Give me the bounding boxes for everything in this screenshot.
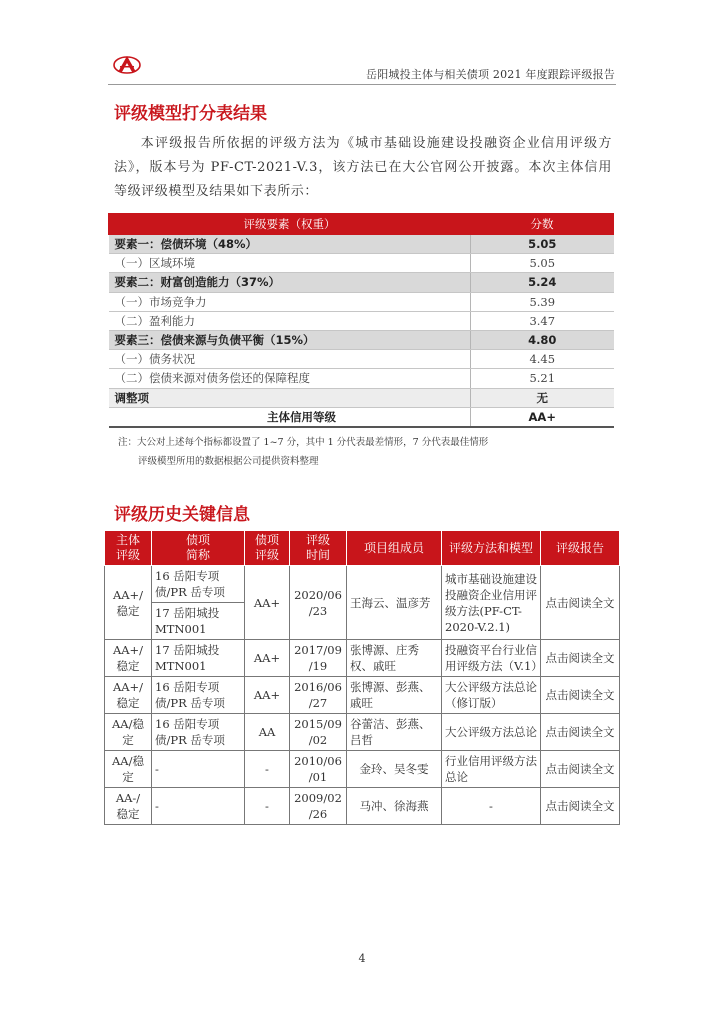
read-report-link[interactable]: 点击阅读全文	[541, 714, 620, 751]
hist-header-rating-date: 评级 时间	[290, 531, 347, 566]
hist-header-method: 评级方法和模型	[442, 531, 541, 566]
factor-label: 要素三：偿债来源与负债平衡（15%）	[109, 330, 471, 349]
hist-header-report: 评级报告	[541, 531, 620, 566]
header-title: 岳阳城投主体与相关债项 2021 年度跟踪评级报告	[366, 68, 615, 81]
rating-date: 2009/02 /26	[290, 788, 347, 825]
factor-score: 5.05	[471, 254, 614, 273]
bond-rating: AA+	[245, 566, 290, 640]
rating-date: 2020/06 /23	[290, 566, 347, 640]
rating-method-link[interactable]: 大公评级方法总论	[442, 714, 541, 751]
issuer-rating: AA/稳定	[105, 751, 152, 788]
adjustment-value: 无	[471, 388, 614, 407]
factor-score: 3.47	[471, 311, 614, 330]
rating-date: 2016/06 /27	[290, 677, 347, 714]
final-rating-label: 主体信用等级	[109, 407, 471, 427]
table-row	[105, 677, 620, 714]
factor-label: （二）盈利能力	[109, 311, 471, 330]
table-note: 注：大公对上述每个指标都设置了 1~7 分，其中 1 分代表最差情形，7 分代表最佳情形	[118, 437, 489, 448]
table-source: 评级模型所用的数据根据公司提供资料整理	[138, 456, 319, 467]
bond-rating: -	[245, 751, 290, 788]
bond-name: 16 岳阳专项债/PR 岳专项	[152, 677, 245, 714]
factor-label: （一）债务状况	[109, 350, 471, 369]
factor-score: 4.45	[471, 350, 614, 369]
bond-rating: AA+	[245, 640, 290, 677]
issuer-rating: AA/稳定	[105, 714, 152, 751]
page-number: 4	[358, 952, 366, 965]
factor-score: 5.24	[471, 273, 614, 292]
bond-rating: -	[245, 788, 290, 825]
factor-label: 要素一：偿债环境（48%）	[109, 235, 471, 254]
rating-history-table	[104, 530, 620, 825]
section-title-rating-history: 评级历史关键信息	[114, 505, 250, 525]
bond-name: 16 岳阳专项债/PR 岳专项	[152, 714, 245, 751]
factor-score: 5.21	[471, 369, 614, 388]
intro-paragraph: 本评级报告所依据的评级方法为《城市基础设施建设投融资企业信用评级方法》，版本号为 PF-CT-2021-V.3，该方法已在大公官网公开披露。本次主体信用等级评级模型及结果如下表所示：	[114, 136, 612, 199]
bond-name: 16 岳阳专项债/PR 岳专项	[152, 566, 245, 603]
table-row	[105, 566, 620, 603]
rating-method-link[interactable]: 行业信用评级方法总论	[442, 751, 541, 788]
score-table-header-factor: 评级要素（权重）	[109, 214, 471, 235]
adjustment-label: 调整项	[109, 388, 471, 407]
read-report-link[interactable]: 点击阅读全文	[541, 566, 620, 640]
read-report-link[interactable]: 点击阅读全文	[541, 677, 620, 714]
read-report-link[interactable]: 点击阅读全文	[541, 788, 620, 825]
hist-header-bond-rating: 债项 评级	[245, 531, 290, 566]
score-table-header-score: 分数	[471, 214, 614, 235]
read-report-link[interactable]: 点击阅读全文	[541, 751, 620, 788]
bond-name: -	[152, 788, 245, 825]
final-rating-value: AA+	[471, 407, 614, 427]
bond-name: -	[152, 751, 245, 788]
hist-header-team: 项目组成员	[347, 531, 442, 566]
rating-score-table	[108, 213, 614, 428]
team-members: 王海云、温彦芳	[347, 566, 442, 640]
factor-score: 4.80	[471, 330, 614, 349]
section-title-rating-model: 评级模型打分表结果	[114, 104, 267, 124]
rating-method-link[interactable]: 投融资平台行业信用评级方法（V.1）	[442, 640, 541, 677]
rating-date: 2010/06 /01	[290, 751, 347, 788]
table-row	[105, 640, 620, 677]
factor-label: 要素二：财富创造能力（37%）	[109, 273, 471, 292]
issuer-rating: AA-/ 稳定	[105, 788, 152, 825]
team-members: 谷蕾洁、彭燕、吕哲	[347, 714, 442, 751]
issuer-rating: AA+/ 稳定	[105, 566, 152, 640]
factor-label: （二）偿债来源对债务偿还的保障程度	[109, 369, 471, 388]
factor-label: （一）区域环境	[109, 254, 471, 273]
read-report-link[interactable]: 点击阅读全文	[541, 640, 620, 677]
factor-label: （一）市场竞争力	[109, 292, 471, 311]
bond-rating: AA	[245, 714, 290, 751]
team-members: 金玲、吴冬雯	[347, 751, 442, 788]
table-row	[105, 788, 620, 825]
rating-date: 2017/09 /19	[290, 640, 347, 677]
hist-header-bond-name: 债项 简称	[152, 531, 245, 566]
rating-method-link[interactable]: 城市基础设施建设投融资企业信用评级方法(PF-CT-2020-V.2.1)	[442, 566, 541, 640]
team-members: 马冲、徐海燕	[347, 788, 442, 825]
header-divider	[108, 84, 616, 85]
bond-rating: AA+	[245, 677, 290, 714]
team-members: 张博源、庄秀权、戚旺	[347, 640, 442, 677]
issuer-rating: AA+/ 稳定	[105, 640, 152, 677]
table-row	[105, 714, 620, 751]
company-logo-icon	[112, 52, 142, 76]
rating-method-link[interactable]: 大公评级方法总论（修订版）	[442, 677, 541, 714]
table-row	[105, 751, 620, 788]
rating-method: -	[442, 788, 541, 825]
bond-name: 17 岳阳城投 MTN001	[152, 640, 245, 677]
rating-date: 2015/09 /02	[290, 714, 347, 751]
factor-score: 5.39	[471, 292, 614, 311]
issuer-rating: AA+/ 稳定	[105, 677, 152, 714]
hist-header-issuer-rating: 主体 评级	[105, 531, 152, 566]
team-members: 张博源、彭燕、戚旺	[347, 677, 442, 714]
bond-name: 17 岳阳城投 MTN001	[152, 603, 245, 640]
factor-score: 5.05	[471, 235, 614, 254]
